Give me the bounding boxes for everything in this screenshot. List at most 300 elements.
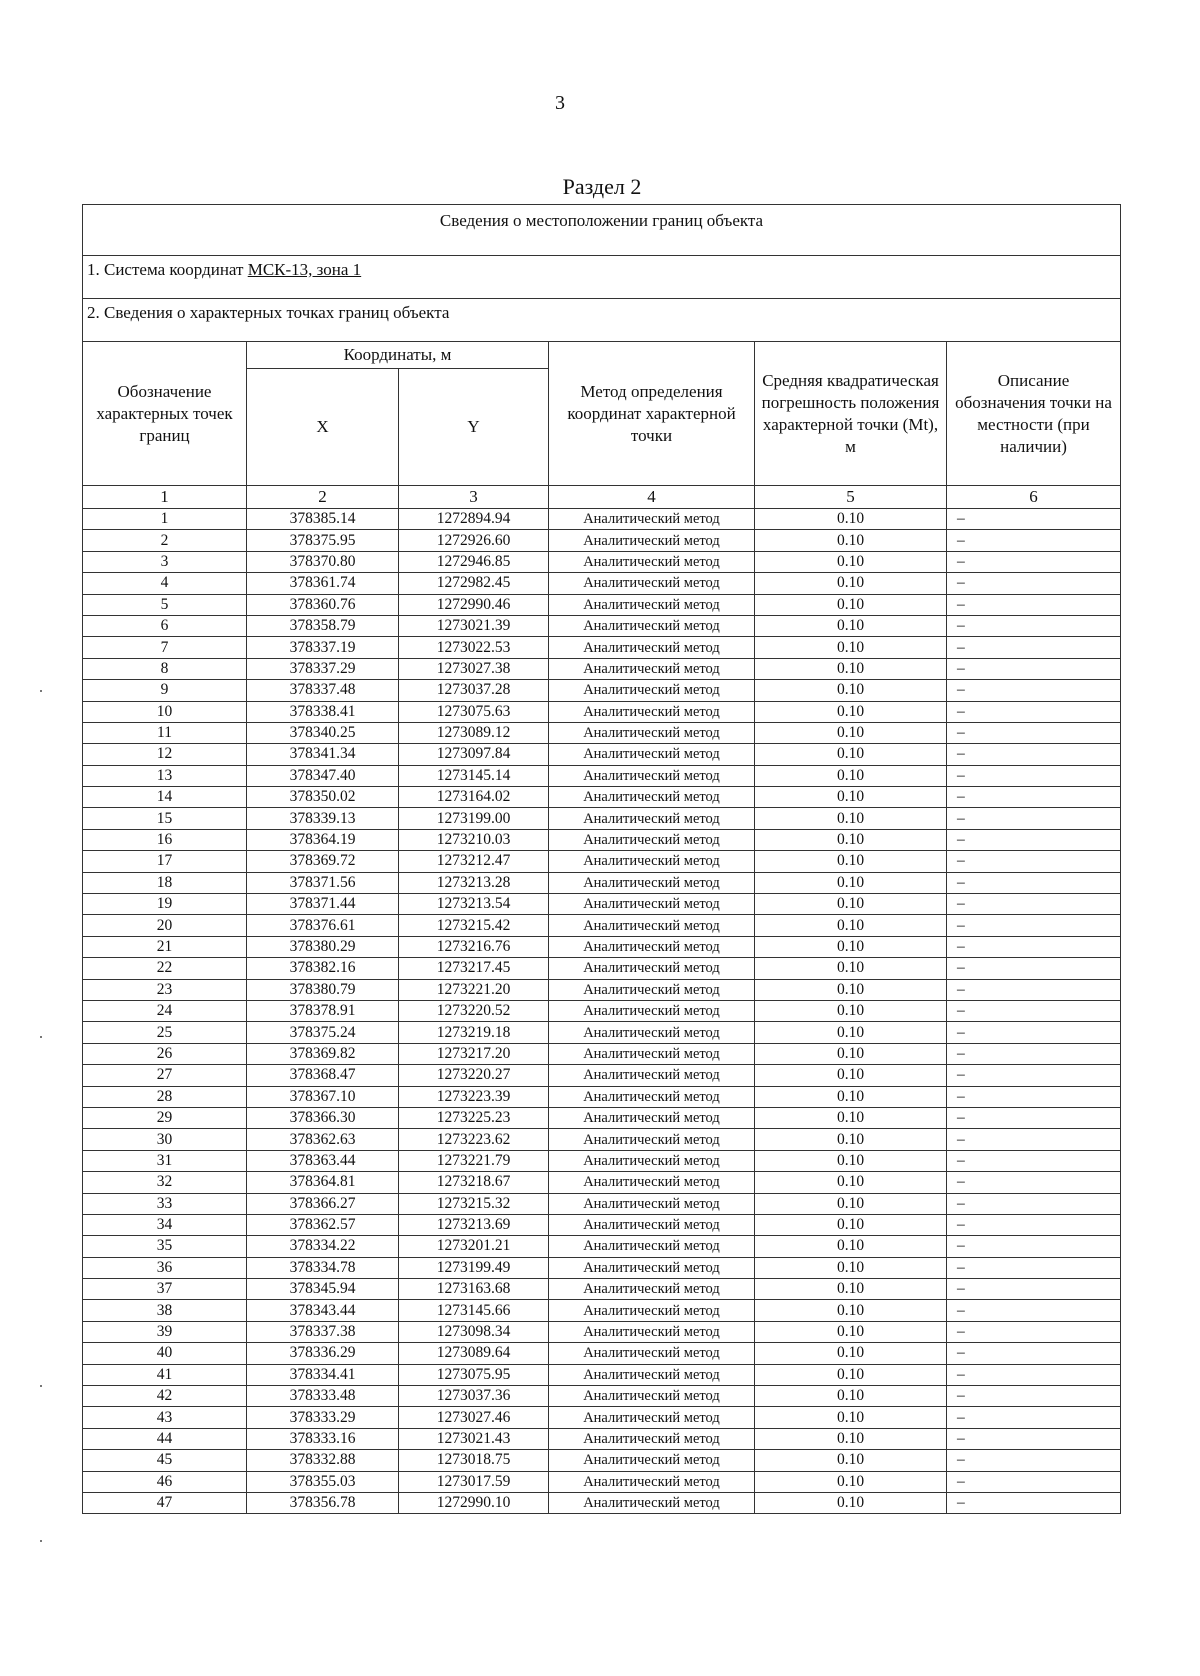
description: – <box>947 1150 1121 1171</box>
x-coordinate: 378337.38 <box>247 1321 399 1342</box>
accuracy: 0.10 <box>755 551 947 572</box>
description: – <box>947 509 1121 530</box>
column-number: 3 <box>399 486 549 509</box>
accuracy: 0.10 <box>755 1471 947 1492</box>
y-coordinate: 1273145.14 <box>399 765 549 786</box>
table-row <box>83 1471 1121 1492</box>
x-coordinate: 378380.29 <box>247 936 399 957</box>
description: – <box>947 787 1121 808</box>
y-coordinate: 1273021.43 <box>399 1428 549 1449</box>
method: Аналитический метод <box>549 1107 755 1128</box>
table-row <box>83 1150 1121 1171</box>
point-number: 21 <box>83 936 247 957</box>
accuracy: 0.10 <box>755 1214 947 1235</box>
method: Аналитический метод <box>549 1300 755 1321</box>
description: – <box>947 1129 1121 1150</box>
accuracy: 0.10 <box>755 1386 947 1407</box>
y-coordinate: 1273164.02 <box>399 787 549 808</box>
description: – <box>947 1086 1121 1107</box>
description: – <box>947 1428 1121 1449</box>
y-coordinate: 1273223.62 <box>399 1129 549 1150</box>
description: – <box>947 701 1121 722</box>
y-coordinate: 1273215.32 <box>399 1193 549 1214</box>
x-coordinate: 378338.41 <box>247 701 399 722</box>
description: – <box>947 1364 1121 1385</box>
accuracy: 0.10 <box>755 936 947 957</box>
point-number: 34 <box>83 1214 247 1235</box>
method: Аналитический метод <box>549 765 755 786</box>
y-coordinate: 1272946.85 <box>399 551 549 572</box>
table-row <box>83 1386 1121 1407</box>
y-coordinate: 1273089.64 <box>399 1343 549 1364</box>
method: Аналитический метод <box>549 915 755 936</box>
coordinate-system <box>83 256 1121 299</box>
accuracy: 0.10 <box>755 615 947 636</box>
x-coordinate: 378356.78 <box>247 1492 399 1513</box>
point-number: 26 <box>83 1043 247 1064</box>
point-number: 10 <box>83 701 247 722</box>
table-row <box>83 1214 1121 1235</box>
table-row <box>83 1279 1121 1300</box>
table-row <box>83 787 1121 808</box>
y-coordinate: 1273163.68 <box>399 1279 549 1300</box>
accuracy: 0.10 <box>755 765 947 786</box>
point-number: 36 <box>83 1257 247 1278</box>
method: Аналитический метод <box>549 1321 755 1342</box>
y-coordinate: 1273022.53 <box>399 637 549 658</box>
table-row <box>83 1043 1121 1064</box>
table-row <box>83 872 1121 893</box>
accuracy: 0.10 <box>755 787 947 808</box>
scan-speck <box>40 690 42 692</box>
method: Аналитический метод <box>549 658 755 679</box>
x-coordinate: 378343.44 <box>247 1300 399 1321</box>
point-number: 14 <box>83 787 247 808</box>
page-number: 3 <box>555 92 565 114</box>
accuracy: 0.10 <box>755 894 947 915</box>
y-coordinate: 1273221.79 <box>399 1150 549 1171</box>
x-coordinate: 378360.76 <box>247 594 399 615</box>
description: – <box>947 573 1121 594</box>
table-row <box>83 509 1121 530</box>
point-number: 40 <box>83 1343 247 1364</box>
point-number: 33 <box>83 1193 247 1214</box>
y-coordinate: 1273018.75 <box>399 1450 549 1471</box>
table-row <box>83 1257 1121 1278</box>
method: Аналитический метод <box>549 680 755 701</box>
y-coordinate: 1273220.52 <box>399 1000 549 1021</box>
accuracy: 0.10 <box>755 1450 947 1471</box>
y-coordinate: 1273210.03 <box>399 829 549 850</box>
method: Аналитический метод <box>549 1043 755 1064</box>
description: – <box>947 1321 1121 1342</box>
x-coordinate: 378333.29 <box>247 1407 399 1428</box>
column-number: 1 <box>83 486 247 509</box>
point-number: 4 <box>83 573 247 594</box>
y-coordinate: 1273213.54 <box>399 894 549 915</box>
accuracy: 0.10 <box>755 701 947 722</box>
y-coordinate: 1273021.39 <box>399 615 549 636</box>
header-coordinates: Координаты, м <box>247 342 549 369</box>
point-number: 20 <box>83 915 247 936</box>
y-coordinate: 1273098.34 <box>399 1321 549 1342</box>
x-coordinate: 378367.10 <box>247 1086 399 1107</box>
y-coordinate: 1273213.28 <box>399 872 549 893</box>
table-row <box>83 701 1121 722</box>
x-coordinate: 378341.34 <box>247 744 399 765</box>
accuracy: 0.10 <box>755 808 947 829</box>
point-number: 18 <box>83 872 247 893</box>
y-coordinate: 1273223.39 <box>399 1086 549 1107</box>
accuracy: 0.10 <box>755 1428 947 1449</box>
y-coordinate: 1272894.94 <box>399 509 549 530</box>
method: Аналитический метод <box>549 872 755 893</box>
method: Аналитический метод <box>549 979 755 1000</box>
x-coordinate: 378371.56 <box>247 872 399 893</box>
table-row <box>83 894 1121 915</box>
accuracy: 0.10 <box>755 851 947 872</box>
point-number: 22 <box>83 958 247 979</box>
y-coordinate: 1273213.69 <box>399 1214 549 1235</box>
description: – <box>947 1107 1121 1128</box>
table-row <box>83 1300 1121 1321</box>
y-coordinate: 1273037.36 <box>399 1386 549 1407</box>
description: – <box>947 530 1121 551</box>
column-number-row <box>83 486 1121 509</box>
accuracy: 0.10 <box>755 1129 947 1150</box>
accuracy: 0.10 <box>755 1343 947 1364</box>
x-coordinate: 378364.81 <box>247 1172 399 1193</box>
table-row <box>83 936 1121 957</box>
header-accuracy: Средняя квадратическая погрешность положения характерной точки (Mt), м <box>755 342 947 486</box>
point-number: 41 <box>83 1364 247 1385</box>
point-number: 43 <box>83 1407 247 1428</box>
y-coordinate: 1272982.45 <box>399 573 549 594</box>
method: Аналитический метод <box>549 530 755 551</box>
x-coordinate: 378347.40 <box>247 765 399 786</box>
x-coordinate: 378385.14 <box>247 509 399 530</box>
table-row <box>83 915 1121 936</box>
point-number: 45 <box>83 1450 247 1471</box>
x-coordinate: 378369.82 <box>247 1043 399 1064</box>
table-row <box>83 594 1121 615</box>
x-coordinate: 378337.19 <box>247 637 399 658</box>
accuracy: 0.10 <box>755 829 947 850</box>
method: Аналитический метод <box>549 594 755 615</box>
table-row <box>83 637 1121 658</box>
x-coordinate: 378368.47 <box>247 1065 399 1086</box>
y-coordinate: 1273075.95 <box>399 1364 549 1385</box>
description: – <box>947 1022 1121 1043</box>
method: Аналитический метод <box>549 829 755 850</box>
description: – <box>947 1343 1121 1364</box>
method: Аналитический метод <box>549 1343 755 1364</box>
description: – <box>947 894 1121 915</box>
y-coordinate: 1272990.46 <box>399 594 549 615</box>
accuracy: 0.10 <box>755 1022 947 1043</box>
method: Аналитический метод <box>549 1471 755 1492</box>
header-designation: Обозначение характерных точек границ <box>83 342 247 486</box>
table-row <box>83 1407 1121 1428</box>
accuracy: 0.10 <box>755 573 947 594</box>
description: – <box>947 637 1121 658</box>
point-number: 35 <box>83 1236 247 1257</box>
y-coordinate: 1273218.67 <box>399 1172 549 1193</box>
x-coordinate: 378380.79 <box>247 979 399 1000</box>
point-number: 46 <box>83 1471 247 1492</box>
point-number: 31 <box>83 1150 247 1171</box>
accuracy: 0.10 <box>755 1043 947 1064</box>
method: Аналитический метод <box>549 1022 755 1043</box>
method: Аналитический метод <box>549 808 755 829</box>
points-heading: 2. Сведения о характерных точках границ объекта <box>83 299 1121 342</box>
table-row <box>83 829 1121 850</box>
table-row <box>83 1107 1121 1128</box>
table-row <box>83 1086 1121 1107</box>
x-coordinate: 378345.94 <box>247 1279 399 1300</box>
y-coordinate: 1273145.66 <box>399 1300 549 1321</box>
x-coordinate: 378376.61 <box>247 915 399 936</box>
point-number: 12 <box>83 744 247 765</box>
description: – <box>947 1407 1121 1428</box>
method: Аналитический метод <box>549 936 755 957</box>
column-number: 4 <box>549 486 755 509</box>
table-title-row <box>83 205 1121 256</box>
method: Аналитический метод <box>549 744 755 765</box>
section-title: Раздел 2 <box>562 174 642 199</box>
description: – <box>947 551 1121 572</box>
accuracy: 0.10 <box>755 1279 947 1300</box>
point-number: 9 <box>83 680 247 701</box>
description: – <box>947 979 1121 1000</box>
description: – <box>947 851 1121 872</box>
table-row <box>83 1364 1121 1385</box>
data-rows <box>83 509 1121 1514</box>
table-row <box>83 1000 1121 1021</box>
x-coordinate: 378350.02 <box>247 787 399 808</box>
table-row <box>83 765 1121 786</box>
accuracy: 0.10 <box>755 680 947 701</box>
y-coordinate: 1273027.38 <box>399 658 549 679</box>
method: Аналитический метод <box>549 1428 755 1449</box>
y-coordinate: 1273199.00 <box>399 808 549 829</box>
y-coordinate: 1273219.18 <box>399 1022 549 1043</box>
table-row <box>83 1321 1121 1342</box>
x-coordinate: 378375.24 <box>247 1022 399 1043</box>
description: – <box>947 615 1121 636</box>
x-coordinate: 378336.29 <box>247 1343 399 1364</box>
y-coordinate: 1273217.45 <box>399 958 549 979</box>
table-row <box>83 658 1121 679</box>
description: – <box>947 1065 1121 1086</box>
scan-speck <box>40 1036 42 1038</box>
method: Аналитический метод <box>549 1150 755 1171</box>
header-method: Метод определения координат характерной точки <box>549 342 755 486</box>
description: – <box>947 1000 1121 1021</box>
x-coordinate: 378334.41 <box>247 1364 399 1385</box>
x-coordinate: 378382.16 <box>247 958 399 979</box>
method: Аналитический метод <box>549 1407 755 1428</box>
table-row <box>83 1022 1121 1043</box>
point-number: 17 <box>83 851 247 872</box>
x-coordinate: 378364.19 <box>247 829 399 850</box>
x-coordinate: 378361.74 <box>247 573 399 594</box>
y-coordinate: 1273075.63 <box>399 701 549 722</box>
scan-speck <box>40 1385 42 1387</box>
accuracy: 0.10 <box>755 1086 947 1107</box>
method: Аналитический метод <box>549 851 755 872</box>
column-number: 6 <box>947 486 1121 509</box>
coordinate-system-row <box>83 256 1121 299</box>
x-coordinate: 378371.44 <box>247 894 399 915</box>
coordinate-system-label: 1. Система координат <box>87 260 248 279</box>
x-coordinate: 378369.72 <box>247 851 399 872</box>
method: Аналитический метод <box>549 1236 755 1257</box>
accuracy: 0.10 <box>755 1000 947 1021</box>
description: – <box>947 1492 1121 1513</box>
method: Аналитический метод <box>549 1172 755 1193</box>
accuracy: 0.10 <box>755 509 947 530</box>
table-row <box>83 1428 1121 1449</box>
description: – <box>947 765 1121 786</box>
method: Аналитический метод <box>549 573 755 594</box>
method: Аналитический метод <box>549 1129 755 1150</box>
column-number: 2 <box>247 486 399 509</box>
point-number: 28 <box>83 1086 247 1107</box>
x-coordinate: 378337.48 <box>247 680 399 701</box>
accuracy: 0.10 <box>755 530 947 551</box>
x-coordinate: 378370.80 <box>247 551 399 572</box>
method: Аналитический метод <box>549 509 755 530</box>
table-row <box>83 1450 1121 1471</box>
method: Аналитический метод <box>549 1364 755 1385</box>
method: Аналитический метод <box>549 958 755 979</box>
point-number: 1 <box>83 509 247 530</box>
table-row <box>83 1172 1121 1193</box>
y-coordinate: 1273216.76 <box>399 936 549 957</box>
description: – <box>947 594 1121 615</box>
accuracy: 0.10 <box>755 979 947 1000</box>
x-coordinate: 378358.79 <box>247 615 399 636</box>
accuracy: 0.10 <box>755 637 947 658</box>
description: – <box>947 958 1121 979</box>
y-coordinate: 1273027.46 <box>399 1407 549 1428</box>
y-coordinate: 1273199.49 <box>399 1257 549 1278</box>
description: – <box>947 1043 1121 1064</box>
x-coordinate: 378378.91 <box>247 1000 399 1021</box>
method: Аналитический метод <box>549 1000 755 1021</box>
point-number: 13 <box>83 765 247 786</box>
accuracy: 0.10 <box>755 958 947 979</box>
method: Аналитический метод <box>549 1279 755 1300</box>
column-number: 5 <box>755 486 947 509</box>
y-coordinate: 1273215.42 <box>399 915 549 936</box>
method: Аналитический метод <box>549 1065 755 1086</box>
header-y: Y <box>399 369 549 486</box>
description: – <box>947 722 1121 743</box>
points-heading-row <box>83 299 1121 342</box>
method: Аналитический метод <box>549 722 755 743</box>
y-coordinate: 1272990.10 <box>399 1492 549 1513</box>
description: – <box>947 829 1121 850</box>
point-number: 30 <box>83 1129 247 1150</box>
description: – <box>947 1214 1121 1235</box>
y-coordinate: 1273037.28 <box>399 680 549 701</box>
description: – <box>947 808 1121 829</box>
table-row <box>83 680 1121 701</box>
description: – <box>947 872 1121 893</box>
x-coordinate: 378363.44 <box>247 1150 399 1171</box>
point-number: 3 <box>83 551 247 572</box>
point-number: 44 <box>83 1428 247 1449</box>
x-coordinate: 378334.22 <box>247 1236 399 1257</box>
accuracy: 0.10 <box>755 1321 947 1342</box>
point-number: 7 <box>83 637 247 658</box>
y-coordinate: 1273220.27 <box>399 1065 549 1086</box>
x-coordinate: 378333.48 <box>247 1386 399 1407</box>
description: – <box>947 1257 1121 1278</box>
description: – <box>947 658 1121 679</box>
y-coordinate: 1273225.23 <box>399 1107 549 1128</box>
point-number: 16 <box>83 829 247 850</box>
point-number: 39 <box>83 1321 247 1342</box>
point-number: 8 <box>83 658 247 679</box>
accuracy: 0.10 <box>755 872 947 893</box>
y-coordinate: 1273089.12 <box>399 722 549 743</box>
x-coordinate: 378337.29 <box>247 658 399 679</box>
point-number: 42 <box>83 1386 247 1407</box>
table-row <box>83 722 1121 743</box>
point-number: 37 <box>83 1279 247 1300</box>
point-number: 47 <box>83 1492 247 1513</box>
x-coordinate: 378366.27 <box>247 1193 399 1214</box>
method: Аналитический метод <box>549 701 755 722</box>
boundary-points-table <box>82 204 1121 1514</box>
description: – <box>947 1471 1121 1492</box>
description: – <box>947 744 1121 765</box>
description: – <box>947 1279 1121 1300</box>
x-coordinate: 378375.95 <box>247 530 399 551</box>
accuracy: 0.10 <box>755 658 947 679</box>
header-row-top <box>83 342 1121 369</box>
method: Аналитический метод <box>549 1386 755 1407</box>
description: – <box>947 915 1121 936</box>
method: Аналитический метод <box>549 1257 755 1278</box>
description: – <box>947 1172 1121 1193</box>
accuracy: 0.10 <box>755 1193 947 1214</box>
table-row <box>83 1236 1121 1257</box>
accuracy: 0.10 <box>755 1236 947 1257</box>
method: Аналитический метод <box>549 787 755 808</box>
y-coordinate: 1273212.47 <box>399 851 549 872</box>
point-number: 5 <box>83 594 247 615</box>
accuracy: 0.10 <box>755 1065 947 1086</box>
description: – <box>947 1300 1121 1321</box>
point-number: 27 <box>83 1065 247 1086</box>
coordinate-system-value: МСК-13, зона 1 <box>247 260 362 279</box>
y-coordinate: 1273201.21 <box>399 1236 549 1257</box>
y-coordinate: 1272926.60 <box>399 530 549 551</box>
point-number: 24 <box>83 1000 247 1021</box>
point-number: 6 <box>83 615 247 636</box>
point-number: 38 <box>83 1300 247 1321</box>
method: Аналитический метод <box>549 1492 755 1513</box>
point-number: 23 <box>83 979 247 1000</box>
table-row <box>83 1193 1121 1214</box>
accuracy: 0.10 <box>755 1107 947 1128</box>
table-row <box>83 1065 1121 1086</box>
description: – <box>947 936 1121 957</box>
